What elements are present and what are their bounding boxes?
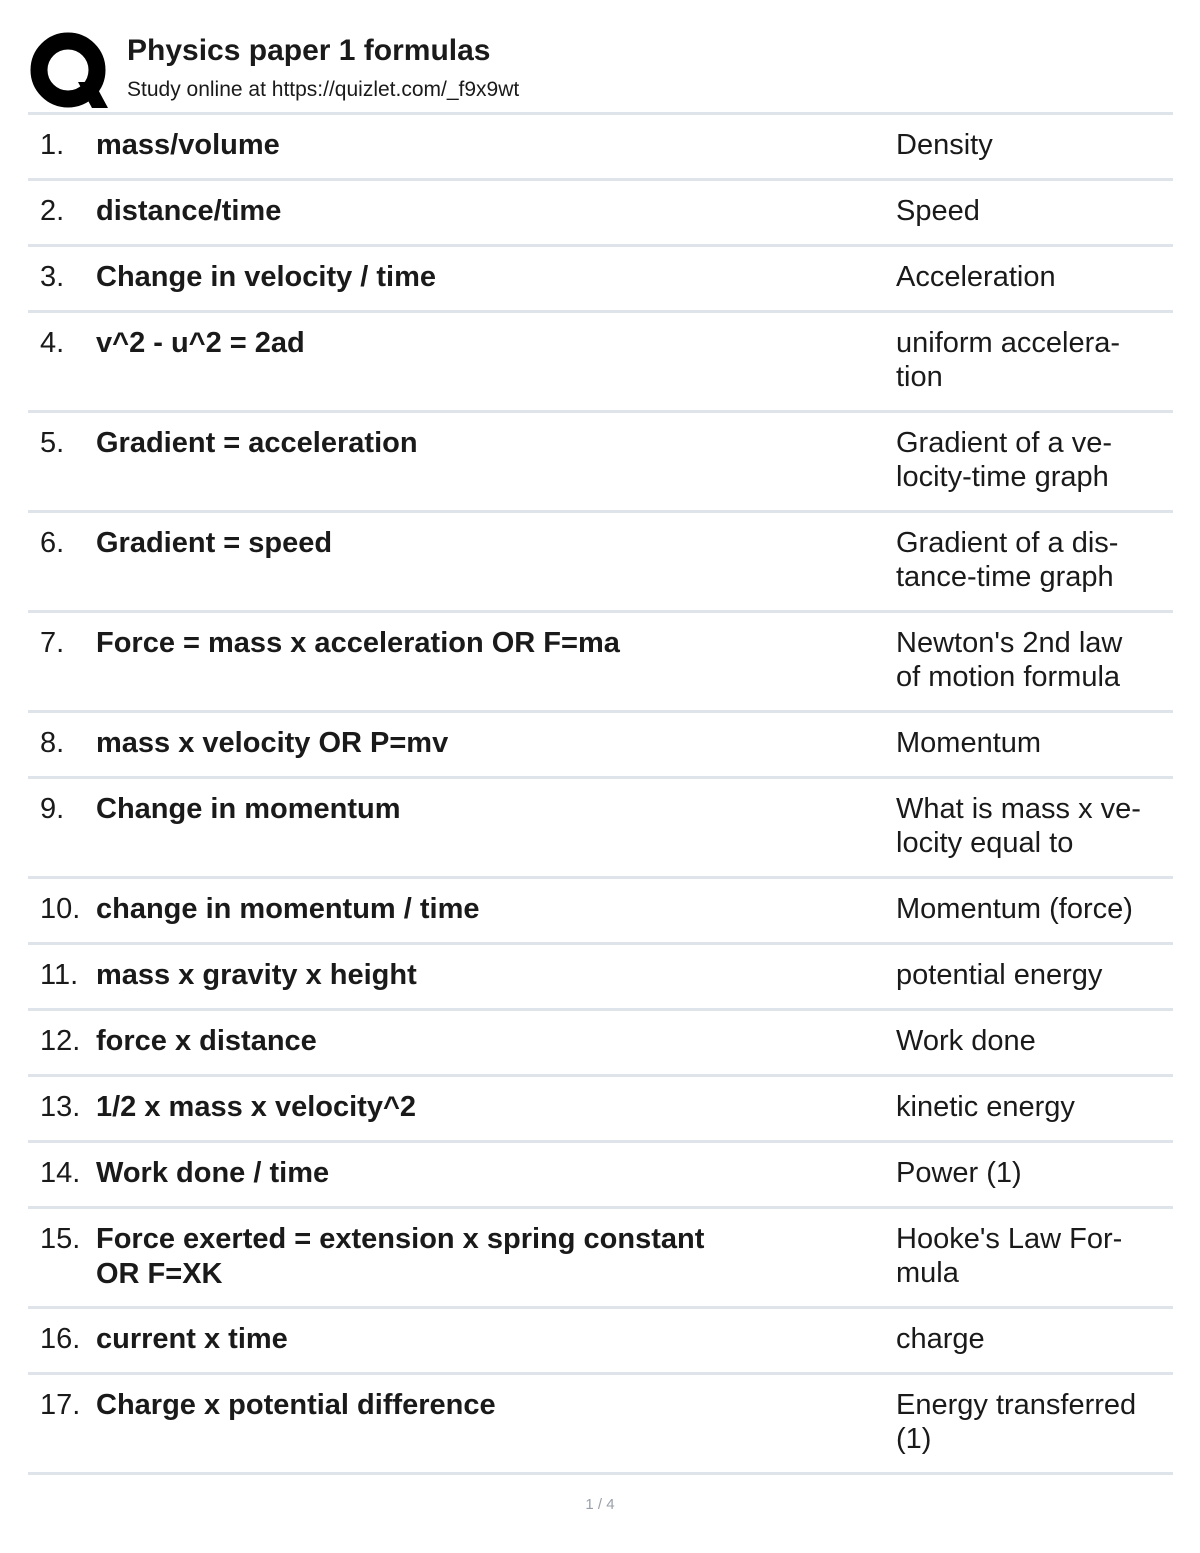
card-definition: Newton's 2nd law of motion formula [896, 627, 1123, 693]
card-term: v^2 - u^2 = 2ad [96, 327, 305, 359]
flashcard-list [28, 112, 1173, 1475]
card-row [28, 115, 1173, 181]
card-definition: potential energy [896, 959, 1103, 991]
card-definition: charge [896, 1323, 985, 1355]
card-definition: Hooke's Law For- mula [896, 1223, 1123, 1289]
card-definition: Power (1) [896, 1157, 1022, 1189]
card-number: 14. [40, 1157, 81, 1189]
card-term: 1/2 x mass x velocity^2 [96, 1091, 417, 1123]
card-term: Change in momentum [96, 793, 401, 825]
card-row [28, 1077, 1173, 1143]
card-row [28, 181, 1173, 247]
card-row [28, 1011, 1173, 1077]
card-definition: Speed [896, 195, 980, 227]
card-number: 6. [40, 527, 65, 559]
card-term: mass x velocity OR P=mv [96, 727, 449, 759]
card-row [28, 945, 1173, 1011]
card-row [28, 1143, 1173, 1209]
card-definition: What is mass x ve- locity equal to [896, 793, 1141, 859]
card-number: 4. [40, 327, 65, 359]
card-term: Change in velocity / time [96, 261, 437, 293]
card-term: Gradient = speed [96, 527, 333, 559]
card-term: mass/volume [96, 129, 280, 161]
card-term: Gradient = acceleration [96, 427, 418, 459]
card-definition: Gradient of a dis- tance-time graph [896, 527, 1119, 593]
page-header [30, 28, 1172, 108]
card-definition: Energy transferred (1) [896, 1389, 1137, 1455]
quizlet-logo-icon [30, 30, 110, 110]
card-term: current x time [96, 1323, 288, 1355]
card-row [28, 779, 1173, 879]
card-definition: Momentum [896, 727, 1042, 759]
study-online-link[interactable]: Study online at https://quizlet.com/_f9x9wt [127, 78, 520, 101]
card-row [28, 613, 1173, 713]
card-number: 15. [40, 1223, 81, 1255]
card-row [28, 413, 1173, 513]
card-row [28, 1375, 1173, 1475]
card-row [28, 1309, 1173, 1375]
card-definition: Density [896, 129, 993, 161]
card-number: 12. [40, 1025, 81, 1057]
card-term: Charge x potential difference [96, 1389, 496, 1421]
card-row [28, 313, 1173, 413]
card-definition: Gradient of a ve- locity-time graph [896, 427, 1112, 493]
card-number: 17. [40, 1389, 81, 1421]
page-number: 1 / 4 [585, 1496, 615, 1513]
card-number: 11. [40, 959, 79, 991]
card-number: 9. [40, 793, 65, 825]
card-term: mass x gravity x height [96, 959, 417, 991]
card-number: 13. [40, 1091, 81, 1123]
card-term: change in momentum / time [96, 893, 480, 925]
card-number: 8. [40, 727, 65, 759]
page-title: Physics paper 1 formulas [127, 34, 491, 67]
card-definition: kinetic energy [896, 1091, 1075, 1123]
card-row [28, 247, 1173, 313]
card-row [28, 713, 1173, 779]
card-term: Work done / time [96, 1157, 330, 1189]
card-row [28, 513, 1173, 613]
card-term: force x distance [96, 1025, 317, 1057]
card-number: 7. [40, 627, 65, 659]
card-row [28, 1209, 1173, 1309]
card-number: 5. [40, 427, 65, 459]
card-definition: uniform accelera- tion [896, 327, 1121, 393]
card-number: 10. [40, 893, 81, 925]
card-number: 1. [40, 129, 65, 161]
card-definition: Acceleration [896, 261, 1056, 293]
card-term: Force = mass x acceleration OR F=ma [96, 627, 620, 659]
card-number: 3. [40, 261, 65, 293]
card-number: 2. [40, 195, 65, 227]
card-definition: Work done [896, 1025, 1036, 1057]
card-term: Force exerted = extension x spring constant OR F=XK [96, 1223, 705, 1290]
card-definition: Momentum (force) [896, 893, 1133, 925]
card-row [28, 879, 1173, 945]
card-term: distance/time [96, 195, 282, 227]
card-number: 16. [40, 1323, 81, 1355]
